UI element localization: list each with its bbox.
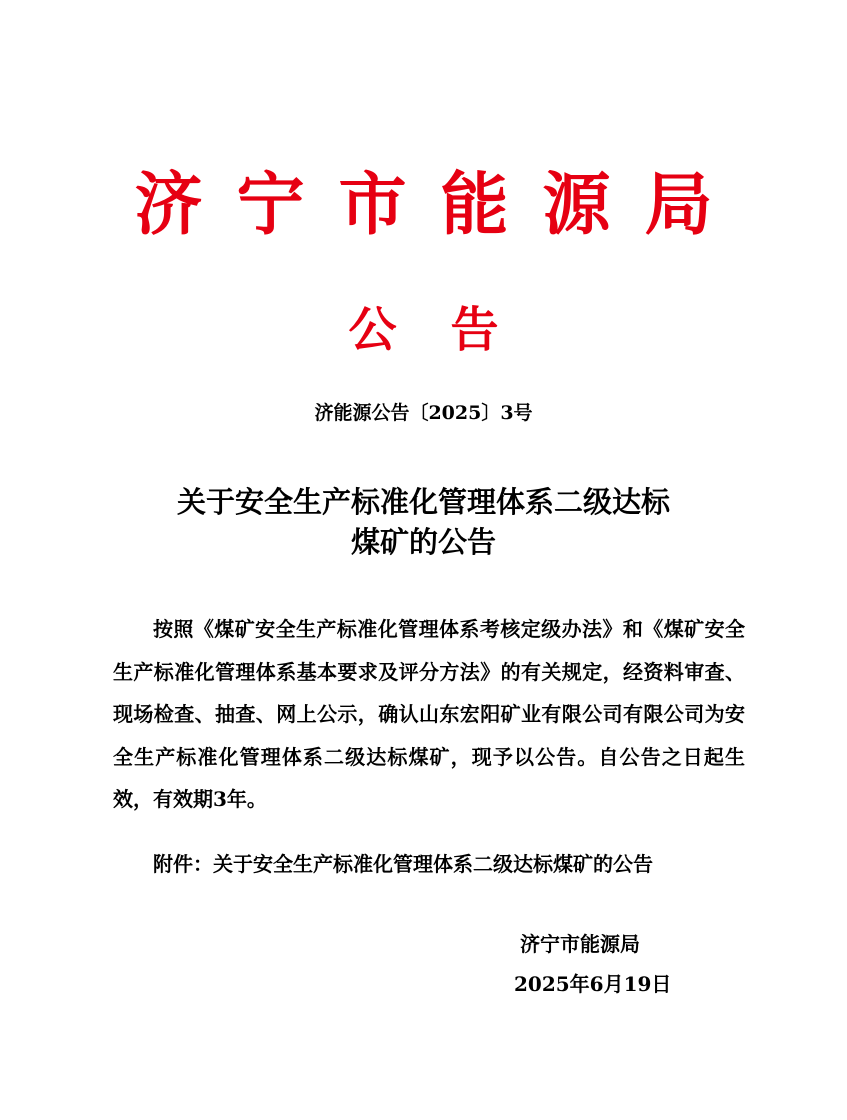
document-number: 济能源公告〔2025〕3号 bbox=[314, 402, 533, 424]
document-title-line-2: 煤矿的公告 bbox=[350, 525, 496, 559]
attachment-note: 附件：关于安全生产标准化管理体系二级达标煤矿的公告 bbox=[153, 852, 653, 876]
body-paragraph: 按照《煤矿安全生产标准化管理体系考核定级办法》和《煤矿安全生产标准化管理体系基本要求及评分方法》的有关规定，经资料审查、现场检查、抽查、网上公示，确认山东宏阳矿业有限公司有限公司为安全生产标准化管理体系二级达标煤矿，现予以公告。自公告之日起生效，有效期3年。 bbox=[113, 617, 745, 811]
document-title-line-1: 关于安全生产标准化管理体系二级达标 bbox=[176, 485, 670, 519]
agency-name-header: 济宁市能源局 bbox=[134, 165, 747, 245]
document-title bbox=[0, 482, 847, 562]
issue-date: 2025年6月19日 bbox=[514, 972, 672, 996]
issuer-signature: 济宁市能源局 bbox=[520, 932, 640, 956]
notice-label: 公告 bbox=[348, 302, 553, 358]
